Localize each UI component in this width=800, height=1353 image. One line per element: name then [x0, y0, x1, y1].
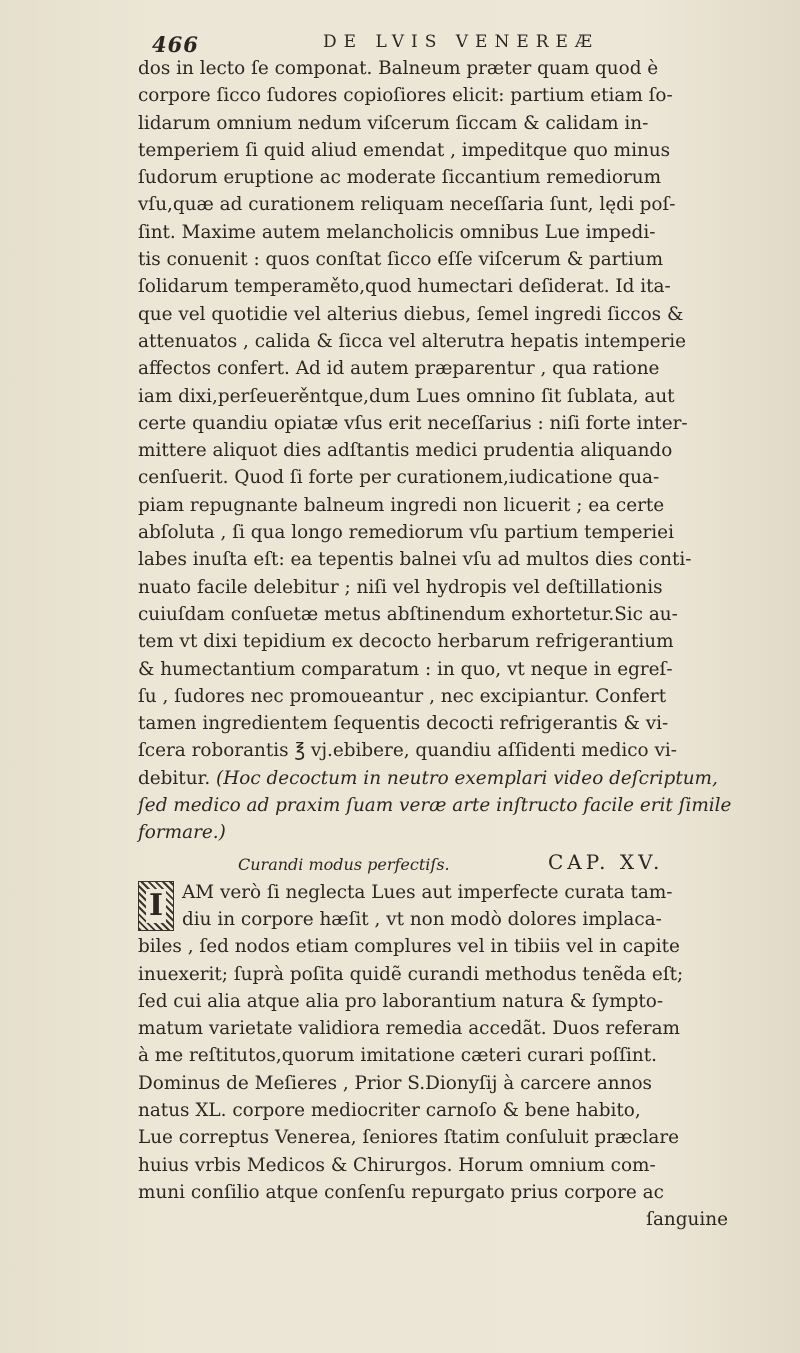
- text-line: temperiem ſi quid aliud emendat , impeditque quo minus: [138, 139, 671, 161]
- text-line: ſcera roborantis ℥ vj.ebibere, quandiu aſſidenti medico vi-: [138, 740, 677, 762]
- text-line: cenſuerit. Quod ſi forte per curationem,iudicatione qua-: [138, 467, 660, 489]
- text-line: ſolidarum temperaměto,quod humectari deſiderat. Id ita-: [138, 276, 671, 298]
- text-line: & humectantium comparatum : in quo, vt neque in egreſ-: [138, 658, 673, 680]
- text-line: à me reſtitutos,quorum imitatione cæteri curari poſſint.: [138, 1045, 658, 1067]
- editorial-note-start: (Hoc decoctum in neutro exemplari video deſcriptum,: [216, 767, 718, 789]
- text-line: huius vrbis Medicos & Chirurgos. Horum omnium com-: [138, 1154, 656, 1176]
- text-line: tamen ingredientem ſequentis decocti refrigerantis & vi-: [138, 713, 669, 735]
- text-line: natus XL. corpore mediocriter carnoſo & bene habito,: [138, 1099, 641, 1121]
- text-line: dos in lecto ſe componat. Balneum præter quam quod è: [138, 58, 659, 79]
- editorial-note-line: formare.): [138, 822, 226, 844]
- catchword: ſanguine: [646, 1209, 728, 1231]
- text-line: iam dixi,perſeuerěntque,dum Lues omnino ſit ſublata, aut: [138, 385, 675, 407]
- running-head: DE LVIS VENEREÆ: [323, 32, 599, 52]
- page-body: [138, 55, 758, 1233]
- text-line: vſu,quæ ad curationem reliquam neceſſaria ſunt, lędi poſ-: [138, 194, 676, 216]
- text-line: ſudorum eruptione ac moderate ſiccantium remediorum: [138, 167, 662, 189]
- text-line: Lue correptus Venerea, ſeniores ſtatim conſuluit præclare: [138, 1127, 679, 1149]
- chapter-title: Curandi modus perfectiſs.: [238, 854, 450, 874]
- text-line: AM verò ſi neglecta Lues aut imperfecte curata tam-: [182, 881, 673, 903]
- text-line: Dominus de Meſieres , Prior S.Dionyſij à carcere annos: [138, 1072, 652, 1094]
- chapter-heading: [138, 847, 758, 879]
- decorated-initial: [138, 881, 174, 931]
- paragraph-balneum: [138, 55, 758, 847]
- text-line: cuiuſdam conſuetæ metus abſtinendum exhortetur.Sic au-: [138, 603, 678, 625]
- text-line: mittere aliquot dies adſtantis medici prudentia aliquando: [138, 440, 673, 462]
- paragraph-chapter-start: [138, 879, 758, 934]
- editorial-note-line: ſed medico ad praxim ſuam veræ arte inſtructo facile erit ſimile: [138, 795, 732, 817]
- text-line: ſint. Maxime autem melancholicis omnibus Lue impedi-: [138, 221, 656, 243]
- paragraph-continuation: [138, 933, 758, 1233]
- text-line: tem vt dixi tepidium ex decocto herbarum refrigerantium: [138, 631, 674, 653]
- text-line: tis conuenit : quos conſtat ſicco eſſe viſcerum & partium: [138, 249, 664, 271]
- text-line: certe quandiu opiatæ vſus erit neceſſarius : niſi forte inter-: [138, 412, 688, 434]
- text-line: ſed cui alia atque alia pro laborantium natura & ſympto-: [138, 990, 664, 1012]
- text-line-with-note: [138, 765, 758, 792]
- text-line: matum varietate validiora remedia accedãt. Duos referam: [138, 1018, 680, 1040]
- text-line: ſu , ſudores nec promoueantur , nec excipiantur. Confert: [138, 685, 667, 707]
- initial-letter: I: [146, 889, 166, 923]
- text-line: piam repugnante balneum ingredi non licuerit ; ea certe: [138, 494, 665, 516]
- text-line: inuexerit; ſuprà poſita quidẽ curandi methodus tenẽda eſt;: [138, 963, 684, 985]
- text-line: que vel quotidie vel alterius diebus, ſemel ingredi ſiccos &: [138, 303, 684, 325]
- text-line: biles , ſed nodos etiam complures vel in tibiis vel in capite: [138, 936, 680, 958]
- text-fragment: debitur.: [138, 767, 211, 789]
- text-line: affectos confert. Ad id autem præparentur , qua ratione: [138, 358, 660, 380]
- text-line: corpore ſicco ſudores copioſiores elicit: partium etiam ſo-: [138, 85, 673, 107]
- page-number: 466: [152, 32, 199, 57]
- text-line: diu in corpore hæſit , vt non modò dolores implaca-: [182, 908, 662, 930]
- text-line: lidarum omnium nedum viſcerum ſiccam & calidam in-: [138, 112, 649, 134]
- text-line: abſoluta , ſi qua longo remediorum vſu partium temperiei: [138, 522, 674, 544]
- text-line: labes inuſta eſt: ea tepentis balnei vſu ad multos dies conti-: [138, 549, 692, 571]
- chapter-number: CAP. XV.: [548, 849, 664, 874]
- text-line: nuato facile delebitur ; niſi vel hydropis vel deſtillationis: [138, 576, 663, 598]
- text-line: attenuatos , calida & ſicca vel alterutra hepatis intemperie: [138, 330, 687, 352]
- text-line: muni conſilio atque conſenſu repurgato prius corpore ac: [138, 1181, 664, 1203]
